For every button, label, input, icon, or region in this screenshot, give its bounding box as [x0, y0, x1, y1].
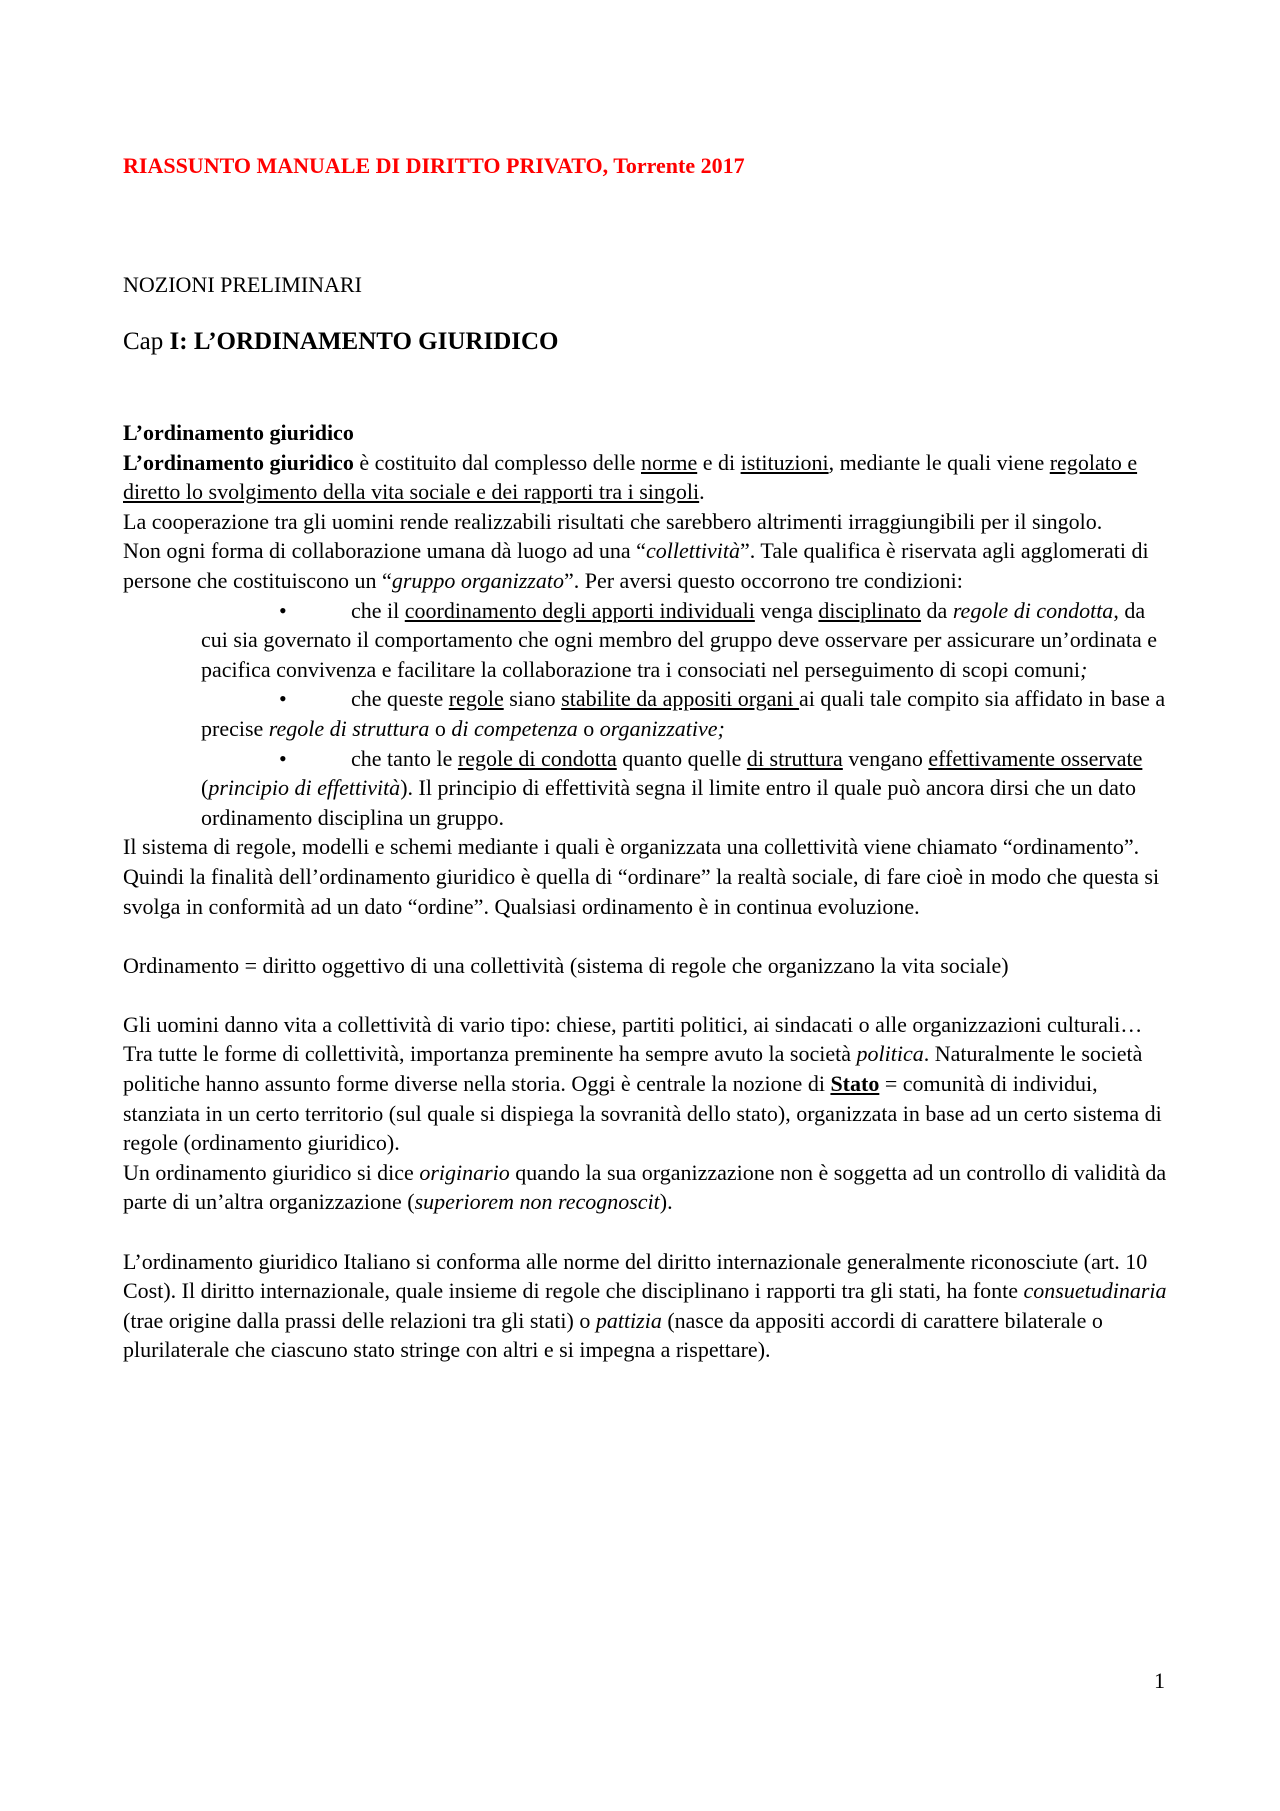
list-item: • che queste regole siano stabilite da appositi organi ai quali tale compito sia affidato in base a precise regole di struttura o di competenza o organizzative; [201, 686, 1166, 741]
chapter-title: L’ORDINAMENTO GIURIDICO [193, 328, 559, 355]
document-body [123, 418, 1169, 1365]
paragraph-definition-ordinamento: Ordinamento = diritto oggettivo di una collettività (sistema di regole che organizzano la vita sociale) [123, 952, 1009, 978]
paragraph-sistema-regole: Il sistema di regole, modelli e schemi mediante i quali è organizzata una collettività viene chiamato “ordinamento”. Quindi la finalità dell’ordinamento giuridico è quella di “ordinare” la realtà sociale, di fare cioè in modo che questa si svolga in conformità ad un dato “ordine”. Qualsiasi ordinamento è in continua evoluzione. [123, 834, 1160, 919]
chapter-separator: : [179, 328, 194, 355]
section-label: NOZIONI PRELIMINARI [123, 272, 362, 297]
defined-term: L’ordinamento giuridico [123, 449, 354, 475]
chapter-number: I [169, 328, 180, 355]
paragraph-definition: L’ordinamento giuridico è costituito dal complesso delle norme e di istituzioni, mediante le quali viene regolato e diretto lo svolgimento della vita sociale e dei rapporti tra i singoli. [123, 449, 1138, 505]
conditions-list [123, 596, 1169, 833]
subheading: L’ordinamento giuridico [123, 420, 354, 445]
list-item: • che tanto le regole di condotta quanto quelle di struttura vengano effettivamente osservate (principio di effettività). Il principio di effettività segna il limite entro il quale può ancora dirsi che un dato ordinamento disciplina un gruppo. [201, 745, 1143, 830]
stato-term: Stato [830, 1071, 880, 1097]
chapter-heading [123, 328, 558, 356]
chapter-prefix: Cap [123, 328, 170, 355]
bullet-icon: • [279, 686, 287, 712]
paragraph-cooperation: La cooperazione tra gli uomini rende realizzabili risultati che sarebbero altrimenti irraggiungibili per il singolo. [123, 508, 1103, 534]
page-number: 1 [1154, 1668, 1165, 1693]
bullet-icon: • [279, 597, 287, 623]
paragraph-originario: Un ordinamento giuridico si dice originario quando la sua organizzazione non è soggetta ad un controllo di validità da parte di un’altra organizzazione (superiorem non recognoscit). [123, 1159, 1167, 1215]
paragraph-diritto-internazionale: L’ordinamento giuridico Italiano si conforma alle norme del diritto internazionale generalmente riconosciute (art. 10 Cost). Il diritto internazionale, quale insieme di regole che disciplinano i rapporti tra gli stati, ha fonte consuetudinaria (trae origine dalla prassi delle relazioni tra gli stati) o pattizia (nasce da appositi accordi di carattere bilaterale o plurilaterale che ciascuno stato stringe con altri e si impegna a rispettare). [123, 1248, 1167, 1363]
paragraph-stato: Gli uomini danno vita a collettività di vario tipo: chiese, partiti politici, ai sindacati o alle organizzazioni culturali…Tra tutte le forme di collettività, importanza preminente ha sempre avuto la società politica. Naturalmente le società politiche hanno assunto forme diverse nella storia. Oggi è centrale la nozione di Stato = comunità di individui, stanziata in un certo territorio (sul quale si dispiega la sovranità dello stato), organizzata in base ad un certo sistema di regole (ordinamento giuridico). [123, 1011, 1162, 1156]
paragraph-collettivita: Non ogni forma di collaborazione umana dà luogo ad una “collettività”. Tale qualifica è riservata agli agglomerati di persone che costituiscono un “gruppo organizzato”. Per aversi questo occorrono tre condizioni: [123, 538, 1149, 593]
list-item: • che il coordinamento degli apporti individuali venga disciplinato da regole di condotta, da cui sia governato il comportamento che ogni membro del gruppo deve osservare per assicurare un’ordinata e pacifica convivenza e facilitare la collaborazione tra i consociati nel perseguimento di scopi comuni; [201, 597, 1158, 682]
bullet-icon: • [279, 745, 287, 771]
document-title: RIASSUNTO MANUALE DI DIRITTO PRIVATO, Torrente 2017 [123, 153, 745, 178]
